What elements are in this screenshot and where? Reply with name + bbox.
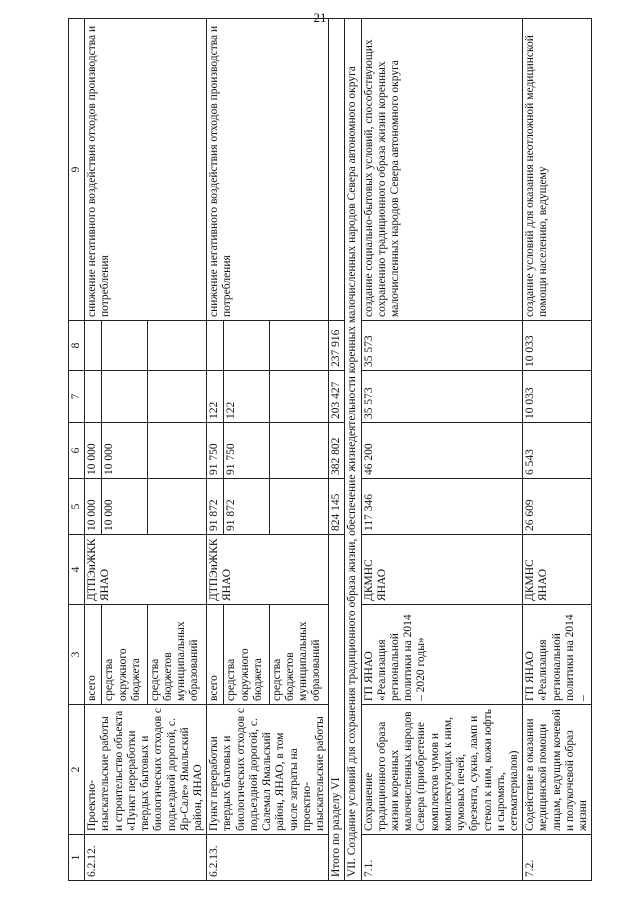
executor: ДКМНС ЯНАО [361,535,523,605]
value-cell: 35 573 [361,321,523,371]
measure-name: Сохранение традиционного образа жизни коренных малочисленных народов Севера (приобретение комплектов чумов и комплектующих к ним, чумовых печей, брезента, сукна, ламп и стекол к ним, кожи юфть и сыромять, сетематериалов) [361,705,523,835]
value-cell [147,321,206,371]
value-cell: 91 872 [224,479,269,535]
measure-name: Пункт переработки твердых бытовых и биологических отходов с подъездной дорогой, с. Салемал Ямальский район, ЯНАО, в том числе затраты на проектно-изыскательские работы [207,705,329,835]
page-number: 21 [313,10,327,25]
header-col-1: 1 [69,835,85,881]
executor: ДТПЭиЖКК ЯНАО [85,535,207,605]
table-row [85,19,102,881]
total-value: 237 916 [329,321,345,371]
table-row [523,19,592,881]
value-cell: 91 750 [207,423,224,479]
measure-name: Содействие в оказании медицинской помощи лицам, ведущим кочевой и полукочевой образ жизни [523,705,592,835]
section-total-label: Итого по разделу VI [329,535,345,881]
value-cell [269,423,328,479]
value-cell [224,321,269,371]
state-program: ГП ЯНАО «Реализация региональной политики на 2014 – 2020 годы» [361,605,523,705]
value-cell: 26 609 [523,479,592,535]
value-cell [269,479,328,535]
state-program: ГП ЯНАО «Реализация региональной политики на 2014 – [523,605,592,705]
table-row [361,19,523,881]
value-cell [102,371,147,423]
measure-name: Проектно-изыскательские работы и строительство объекта «Пункт переработки твердых бытовых и биологических отходов с подъездной дорогой, с. Яр-Сале» Ямальский район, ЯНАО [85,705,207,835]
value-cell [85,321,102,371]
value-cell [269,321,328,371]
row-number: 7.2. [523,835,592,881]
total-value: 824 145 [329,479,345,535]
row-number: 7.1. [361,835,523,881]
value-cell: 10 000 [85,423,102,479]
header-col-8: 8 [69,321,85,371]
header-col-2: 2 [69,705,85,835]
table-row [207,19,224,881]
value-cell [207,321,224,371]
funding-source: средства окружного бюджета [224,605,269,705]
value-cell [147,371,206,423]
value-cell: 10 000 [102,423,147,479]
section-total-row [329,19,345,881]
header-col-3: 3 [69,605,85,705]
expected-result: создание социально-бытовых условий, способствующих сохранению традиционного образа жизни коренных малочисленных народов Севера автономного округа [361,19,523,321]
program-table [68,18,592,881]
value-cell: 10 033 [523,371,592,423]
header-row [69,19,85,881]
value-cell: 10 000 [85,479,102,535]
total-value [329,19,345,321]
value-cell: 10 033 [523,321,592,371]
value-cell: 10 000 [102,479,147,535]
funding-source: средства окружного бюджета [102,605,147,705]
row-number: 6.2.12. [85,835,207,881]
header-col-4: 4 [69,535,85,605]
value-cell: 46 200 [361,423,523,479]
value-cell [269,371,328,423]
expected-result: создание условий для оказания неотложной медицинской помощи населению, ведущему [523,19,592,321]
total-value: 382 802 [329,423,345,479]
row-number: 6.2.13. [207,835,329,881]
header-col-9: 9 [69,19,85,321]
header-col-5: 5 [69,479,85,535]
value-cell [102,321,147,371]
section-heading-row [345,19,361,881]
value-cell [85,371,102,423]
value-cell: 122 [207,371,224,423]
value-cell [147,423,206,479]
value-cell [147,479,206,535]
value-cell: 35 573 [361,371,523,423]
expected-result: снижение негативного воздействия отходов производства и потребления [85,19,207,321]
value-cell: 117 346 [361,479,523,535]
header-col-6: 6 [69,423,85,479]
value-cell: 91 750 [224,423,269,479]
executor: ДТПЭиЖКК ЯНАО [207,535,329,605]
total-value: 203 427 [329,371,345,423]
funding-source: всего [85,605,102,705]
value-cell: 122 [224,371,269,423]
expected-result: снижение негативного воздействия отходов производства и потребления [207,19,329,321]
header-col-7: 7 [69,371,85,423]
section-heading: VII. Создание условий для сохранения традиционного образа жизни, обеспечение жизнедеятельности коренных малочисленных народов Севера автономного округа [345,19,361,881]
value-cell: 6 543 [523,423,592,479]
funding-source: средства бюджетов муниципальных образований [269,605,328,705]
funding-source: средства бюджетов муниципальных образований [147,605,206,705]
value-cell: 91 872 [207,479,224,535]
executor: ДКМНС ЯНАО [523,535,592,605]
funding-source: всего [207,605,224,705]
